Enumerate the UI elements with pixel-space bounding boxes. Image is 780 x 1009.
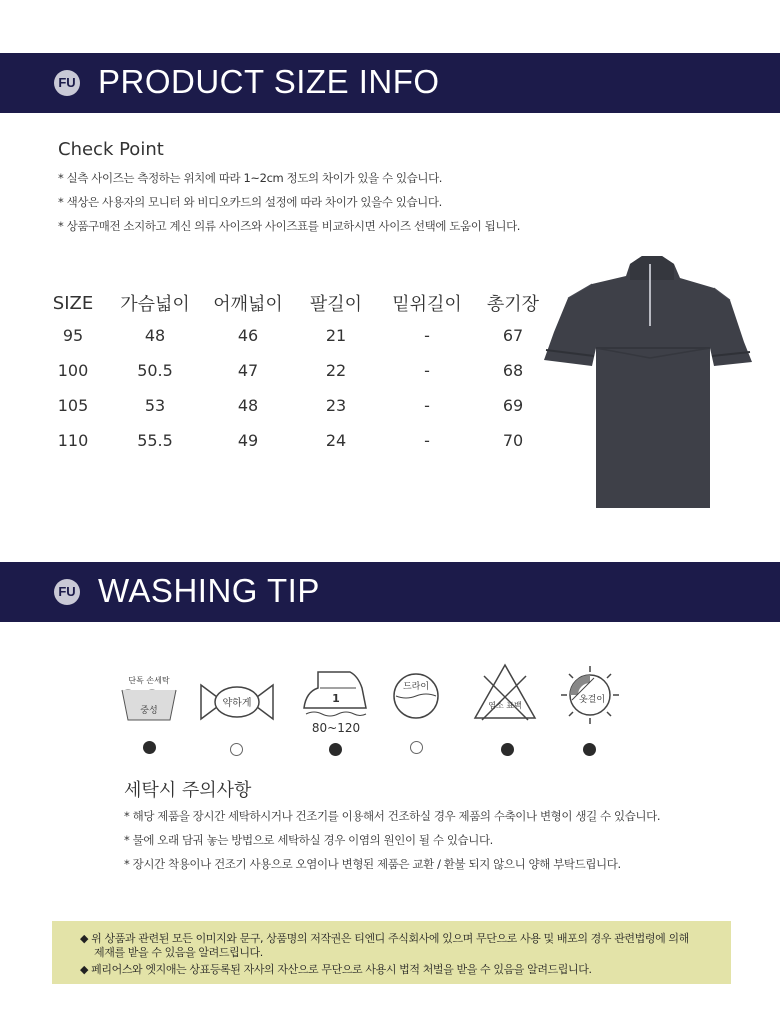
table-cell: 23	[325, 396, 347, 415]
table-cell: 110	[57, 431, 89, 450]
no-bleach-indicator	[501, 743, 514, 756]
hang-dry-indicator	[583, 743, 596, 756]
table-cell: -	[424, 431, 430, 450]
header-size: SIZE	[52, 292, 94, 314]
table-cell: 70	[502, 431, 524, 450]
table-cell: 48	[237, 396, 259, 415]
table-cell: 67	[502, 326, 524, 345]
copyright-line: 제재를 받을 수 있음을 알려드립니다.	[94, 946, 263, 959]
iron-icon	[298, 666, 374, 738]
gentle-wash-label: 약하게	[222, 698, 252, 709]
copyright-notice	[52, 921, 731, 984]
table-cell: 49	[237, 431, 259, 450]
table-cell: -	[424, 326, 430, 345]
washing-note: * 해당 제품을 장시간 세탁하시거나 건조기를 이용해서 건조하실 경우 제품의 수축이나 변형이 생길 수 있습니다.	[124, 809, 661, 823]
hand-wash-inner-label: 중성	[140, 706, 158, 716]
check-point-note: * 색상은 사용자의 모니터 와 비디오카드의 설정에 따라 차이가 있을수 있습니다.	[58, 195, 442, 209]
table-cell: 21	[325, 326, 347, 345]
table-cell: 53	[144, 396, 166, 415]
iron-temp-level: 1	[332, 692, 340, 705]
copyright-line: ◆ 위 상품과 관련된 모든 이미지와 문구, 상품명의 저작권은 티엔디 주식회사에 있으며 무단으로 사용 및 배포의 경우 관련법령에 의해	[80, 932, 689, 945]
table-cell: 105	[57, 396, 89, 415]
product-shirt-image	[538, 250, 758, 512]
brand-logo-icon: FU	[54, 579, 80, 605]
table-cell: 95	[62, 326, 84, 345]
header-rise: 밑위길이	[392, 294, 462, 315]
dry-clean-label: 드라이	[402, 682, 430, 692]
washing-notes-title: 세탁시 주의사항	[124, 780, 252, 801]
table-cell: 48	[144, 326, 166, 345]
no-bleach-label: 염소 표백	[488, 701, 522, 710]
brand-logo-icon: FU	[54, 70, 80, 96]
hang-dry-label: 옷걸이	[578, 695, 606, 705]
gentle-wash-indicator	[230, 743, 243, 756]
header-shoulder: 어깨넓이	[213, 294, 283, 315]
size-info-banner	[0, 53, 780, 113]
table-row	[44, 388, 556, 423]
table-row	[44, 353, 556, 388]
washing-tip-banner	[0, 562, 780, 622]
table-cell: 69	[502, 396, 524, 415]
table-cell: 100	[57, 361, 89, 380]
size-table-header	[44, 288, 556, 318]
check-point-title: Check Point	[58, 139, 164, 160]
washing-tip-title: WASHING TIP	[98, 572, 320, 609]
dry-clean-circle-icon	[390, 672, 442, 722]
washing-note: * 물에 오래 담궈 놓는 방법으로 세탁하실 경우 이염의 원인이 될 수 있습니다.	[124, 833, 493, 847]
table-cell: -	[424, 396, 430, 415]
iron-indicator	[329, 743, 342, 756]
header-length: 총기장	[486, 294, 540, 315]
header-chest: 가슴넓이	[120, 294, 190, 315]
dry-clean-indicator	[410, 741, 423, 754]
table-cell: 22	[325, 361, 347, 380]
size-info-title: PRODUCT SIZE INFO	[98, 63, 440, 100]
table-cell: 55.5	[137, 431, 173, 450]
size-table	[44, 288, 556, 458]
check-point-note: * 실측 사이즈는 측정하는 위치에 따라 1~2cm 정도의 차이가 있을 수 있습니다.	[58, 171, 443, 185]
gentle-wash-candy-icon	[197, 681, 277, 723]
table-row	[44, 318, 556, 353]
table-cell: 46	[237, 326, 259, 345]
table-row	[44, 423, 556, 458]
header-sleeve: 팔길이	[309, 294, 363, 315]
shade-hang-dry-icon	[558, 664, 622, 726]
hand-wash-top-label: 단독 손세탁	[128, 676, 170, 685]
hand-wash-tub-icon	[116, 672, 182, 728]
table-cell: -	[424, 361, 430, 380]
table-cell: 47	[237, 361, 259, 380]
table-cell: 68	[502, 361, 524, 380]
table-cell: 50.5	[137, 361, 173, 380]
washing-note: * 장시간 착용이나 건조기 사용으로 오염이나 변형된 제품은 교환 / 환불 되지 않으니 양해 부탁드립니다.	[124, 857, 621, 871]
hand-wash-indicator	[143, 741, 156, 754]
iron-temp-range: 80~120	[311, 721, 361, 735]
trademark-line: ◆ 페리어스와 엣지애는 상표등록된 자사의 자산으로 무단으로 사용시 법적 처벌을 받을 수 있음을 알려드립니다.	[80, 963, 592, 976]
table-cell: 24	[325, 431, 347, 450]
check-point-note: * 상품구매전 소지하고 계신 의류 사이즈와 사이즈표를 비교하시면 사이즈 선택에 도움이 됩니다.	[58, 219, 521, 233]
no-bleach-triangle-icon	[472, 662, 538, 724]
